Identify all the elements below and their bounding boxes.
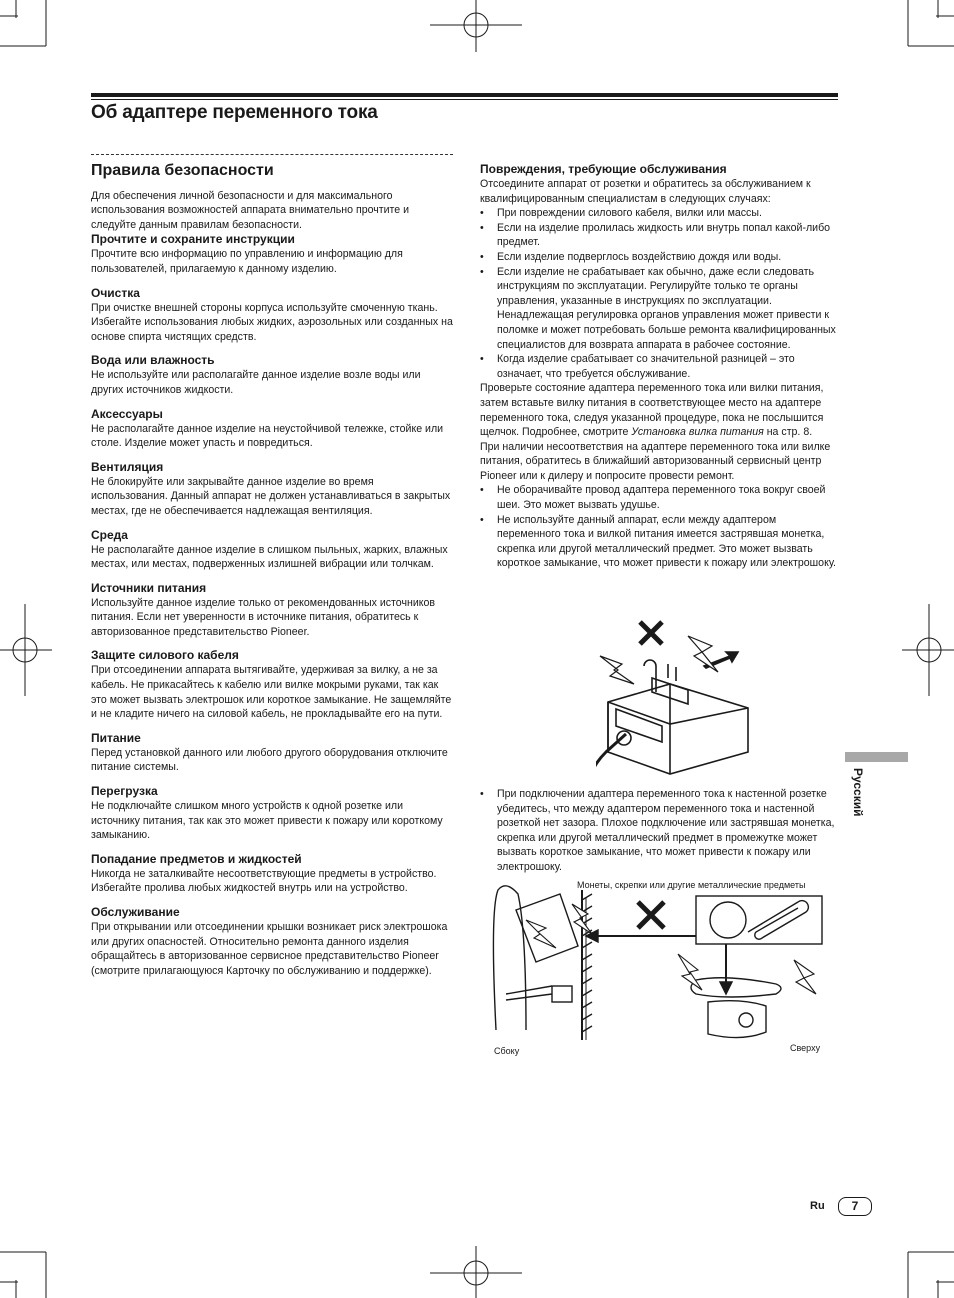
item-text: Не располагайте данное изделие в слишком пыльных, жарких, влажных местах, или местах, подверженных излишней вибрации или толчкам. (91, 543, 448, 571)
list-item: • При подключении адаптера переменного тока к настенной розетке убедитесь, что между адаптером переменного тока и настенной розеткой нет зазора. Плохое подключение или застрявшая монетка, скрепка или другой металлический предмет в промежутке может вызвать короткое замыкание, что может привести к пожару или электрошоку. (480, 787, 840, 875)
section-title: Правила безопасности (91, 162, 274, 179)
list-item: • Если на изделие пролилась жидкость или внутрь попал какой-либо предмет. (480, 221, 840, 250)
item-text: Не подключайте слишком много устройств к одной розетке или источнику питания, так как это может привести к пожару или короткому замыканию. (91, 800, 443, 842)
item-environment (91, 528, 453, 572)
damage-title: Повреждения, требующие обслуживания (480, 162, 727, 176)
item-text: Используйте данное изделие только от рекомендованных источников питания. Если нет уверенности в источнике питания, обратитесь к авторизованное представительство Pioneer. (91, 596, 436, 638)
item-read-instructions (91, 232, 453, 276)
item-text: При отсоединении аппарата вытягивайте, удерживая за вилку, а не за кабель. Не прикасайтесь к кабелю или вилке мокрыми руками, так как это может вызвать электрошок или короткое замыкание. Не защемляйте и не кладите ничего на силовой кабель, не прокладывайте его на пути. (91, 664, 452, 721)
item-title: Перегрузка (91, 784, 158, 799)
plug-install-reference: Установка вилка питания (631, 426, 764, 439)
item-text: Никогда не заталкивайте несоответствующие предметы в устройство. Избегайте пролива любых жидкостей внутрь или на устройство. (91, 867, 437, 895)
check-text: Проверьте состояние адаптера переменного тока или вилки питания, затем вставьте вилку питания в соответствующее место на адаптере переменного тока, следуя указанной процедуре, пока не послышится щелчок. Подробнее, смотрите Установка вилка питания на стр. 8. (480, 382, 824, 439)
intro-text: Для обеспечения личной безопасности и для максимального использования возможностей аппарата внимательно прочтите и следуйте данным правилам безопасности. (91, 189, 410, 231)
item-title: Вода или влажность (91, 353, 215, 368)
list-item: • Не оборачивайте провод адаптера переменного тока вокруг своей шеи. Это может вызвать удушье. (480, 483, 840, 512)
item-text: Прочтите всю информацию по управлению и информацию для пользователей, прилагаемую к данному изделию. (91, 248, 403, 275)
item-title: Очистка (91, 285, 140, 300)
list-item: • Не используйте данный аппарат, если между адаптером переменного тока и вилкой питания имеется застрявшая монетка, скрепка или другой металлический предмет. Это может вызвать короткое замыкание, что может привести к пожару или электрошоку. (480, 513, 840, 571)
damage-list (480, 206, 840, 381)
wall-socket-list (480, 787, 840, 875)
list-item: • Когда изделие срабатывает со значительной разницей – это означает, что требуется обслуживание. (480, 352, 840, 381)
side-view-label: Сбоку (494, 1046, 520, 1056)
item-title: Источники питания (91, 580, 207, 595)
right-column (480, 162, 840, 571)
item-text: Не блокируйте или закрывайте данное изделие во время использования. Данный аппарат не должен устанавливаться в закрытых местах, где не обеспечивается надлежащая вентиляция. (91, 475, 451, 517)
item-power (91, 731, 453, 775)
left-column (91, 164, 453, 987)
footer-language: Ru (810, 1200, 825, 1212)
item-overload (91, 784, 453, 843)
item-title: Питание (91, 730, 141, 745)
item-title: Аксессуары (91, 406, 163, 421)
adapter-illustration (596, 612, 756, 778)
wall-socket-illustration (486, 870, 831, 1060)
language-tab-bar (845, 752, 908, 762)
language-tab-label: Русский (851, 768, 865, 817)
section-divider (91, 154, 453, 155)
item-service (91, 905, 453, 978)
figure-caption: Монеты, скрепки или другие металлические предметы (577, 880, 806, 890)
list-item: • Если изделие подверглось воздействию дождя или воды. (480, 250, 840, 265)
title-rule (91, 93, 838, 97)
item-power-sources (91, 581, 453, 640)
item-text: Перед установкой данного или любого другого оборудования отключите питание системы. (91, 746, 448, 774)
list-item: • Если изделие не срабатывает как обычно, даже если следовать инструкциям по эксплуатации. Регулируйте только те органы управления, указанные в инструкциях по эксплуатации. Ненадлежащая регулировка органов управления может привести к поломке и может потребовать больше ремонта квалифицированных специалистов для возврата аппарата в рабочее состояние. (480, 265, 840, 353)
item-ventilation (91, 460, 453, 519)
item-objects-liquids (91, 852, 453, 896)
item-title: Прочтите и сохраните инструкции (91, 232, 295, 247)
list-item: • При повреждении силового кабеля, вилки или массы. (480, 206, 840, 221)
page-number: 7 (838, 1197, 872, 1216)
item-title: Среда (91, 527, 128, 542)
item-accessories (91, 407, 453, 451)
item-text: При очистке внешней стороны корпуса используйте смоченную ткань. Избегайте использования любых жидких, аэрозольных или созданных на основе спирта чистящих средств. (91, 301, 453, 343)
item-water (91, 353, 453, 397)
item-text: Не используйте или располагайте данное изделие возле воды или других источников жидкости. (91, 369, 421, 396)
warning-list (480, 483, 840, 571)
item-title: Попадание предметов и жидкостей (91, 851, 302, 866)
title-rule-thin (91, 99, 838, 100)
top-view-label: Сверху (790, 1043, 821, 1053)
mismatch-text: При наличии несоответствия на адаптере переменного тока или вилке питания, обратитесь в ближайший авторизованный сервисный центр Pioneer или к дилеру и попросите провести ремонт. (480, 440, 831, 482)
item-title: Защите силового кабеля (91, 648, 239, 663)
damage-intro: Отсоедините аппарат от розетки и обратитесь за обслуживанием к квалифицированным специалистам в следующих случаях: (480, 178, 811, 205)
page-title: Об адаптере переменного тока (91, 102, 378, 123)
item-text: Не располагайте данное изделие на неустойчивой тележке, стойке или столе. Изделие может упасть и повредиться. (91, 422, 444, 450)
item-title: Обслуживание (91, 905, 180, 919)
item-text: При открывании или отсоединении крышки возникает риск электрошока или других опасностей. Относительно ремонта данного изделия обращайтесь в авторизованное сервисное представительство Pioneer (смотрите прилагающуюся Карточку по обслуживанию и поддержке). (91, 921, 448, 977)
item-power-cord (91, 648, 453, 721)
item-title: Вентиляция (91, 459, 164, 474)
item-cleaning (91, 286, 453, 345)
